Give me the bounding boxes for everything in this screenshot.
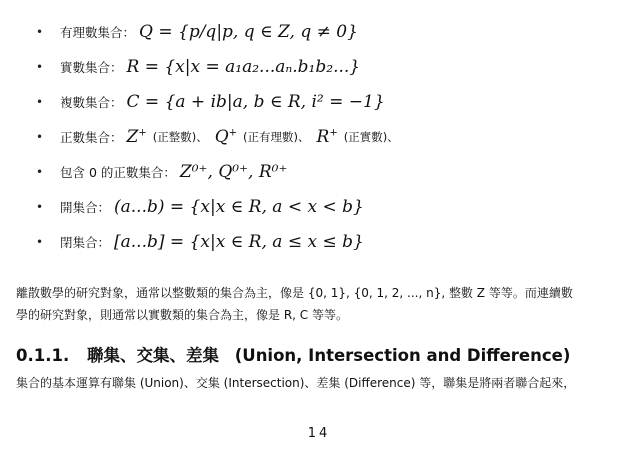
bullet-label: 正數集合： bbox=[60, 129, 123, 145]
bullet-math: (a...b) = {x|x ∈ R, a < x < b} bbox=[114, 196, 364, 217]
bullet-note: (正整數)、 bbox=[152, 129, 208, 144]
bullet-math-q bbox=[215, 127, 237, 147]
bullet-dot: • bbox=[36, 129, 44, 144]
bullet-math: C = {a + ib|a, b ∈ R, i² = −1} bbox=[126, 91, 385, 112]
bullet-label: 實數集合： bbox=[60, 59, 123, 75]
math-symbol: Z bbox=[126, 126, 139, 147]
math-symbol: Q bbox=[214, 126, 229, 147]
section-number: 0.1.1. bbox=[16, 346, 70, 365]
bullet-math: R = {x|x = a₁a₂...aₙ.b₁b₂...} bbox=[126, 56, 361, 77]
bullet-complex bbox=[36, 84, 626, 119]
bullet-dot: • bbox=[36, 164, 44, 179]
section-heading bbox=[16, 342, 622, 366]
bullet-math: [a...b] = {x|x ∈ R, a ≤ x ≤ b} bbox=[114, 231, 364, 252]
bullet-nonnegative bbox=[36, 154, 626, 189]
math-sup: + bbox=[329, 126, 338, 138]
bullet-open-set bbox=[36, 189, 626, 224]
bullet-note: (正實數)、 bbox=[343, 129, 399, 144]
section-title-cjk: 聯集、交集、差集 bbox=[87, 346, 219, 365]
bullet-label: 有理數集合： bbox=[60, 24, 136, 40]
bullet-label: 開集合： bbox=[60, 199, 111, 215]
paragraph-line: 集合的基本運算有聯集 (Union)、交集 (Intersection)、差集 (Difference) 等，聯集是將兩者聯合起來， bbox=[16, 376, 576, 390]
bullet-closed-set bbox=[36, 224, 626, 259]
bullet-dot: • bbox=[36, 94, 44, 109]
bullet-math: Q = {p/q|p, q ∈ Z, q ≠ 0} bbox=[139, 21, 358, 42]
section-title-english: (Union, Intersection and Difference) bbox=[234, 346, 571, 365]
bullet-math-r bbox=[317, 127, 338, 147]
bullet-real bbox=[36, 49, 626, 84]
bullet-note: (正有理數)、 bbox=[243, 129, 310, 144]
paragraph-line: 學的研究對象，則通常以實數類的集合為主，像是 R, C 等等。 bbox=[16, 308, 348, 322]
math-sup: + bbox=[228, 126, 238, 138]
bullet-dot: • bbox=[36, 199, 44, 214]
bullet-rational bbox=[36, 14, 626, 49]
bullet-math-z bbox=[127, 127, 147, 147]
bullet-label: 複數集合： bbox=[60, 94, 123, 110]
bullet-dot: • bbox=[36, 24, 44, 39]
paragraph-line: 離散數學的研究對象，通常以整數類的集合為主，像是 {0, 1}, {0, 1, 2, ..., n}, 整數 Z 等等。而連續數 bbox=[16, 286, 573, 300]
bullet-dot: • bbox=[36, 234, 44, 249]
bullet-dot: • bbox=[36, 59, 44, 74]
bullet-list bbox=[36, 14, 626, 259]
bullet-label: 閉集合： bbox=[60, 234, 111, 250]
body-paragraph bbox=[16, 282, 622, 326]
bullet-positive bbox=[36, 119, 626, 154]
math-sup: + bbox=[138, 126, 147, 138]
page-number: 14 bbox=[307, 426, 331, 441]
math-symbol: R bbox=[316, 126, 330, 147]
bullet-label: 包含 0 的正數集合： bbox=[60, 164, 176, 180]
body-paragraph-2 bbox=[16, 372, 622, 394]
bullet-math: Z⁰⁺, Q⁰⁺, R⁰⁺ bbox=[179, 161, 288, 182]
